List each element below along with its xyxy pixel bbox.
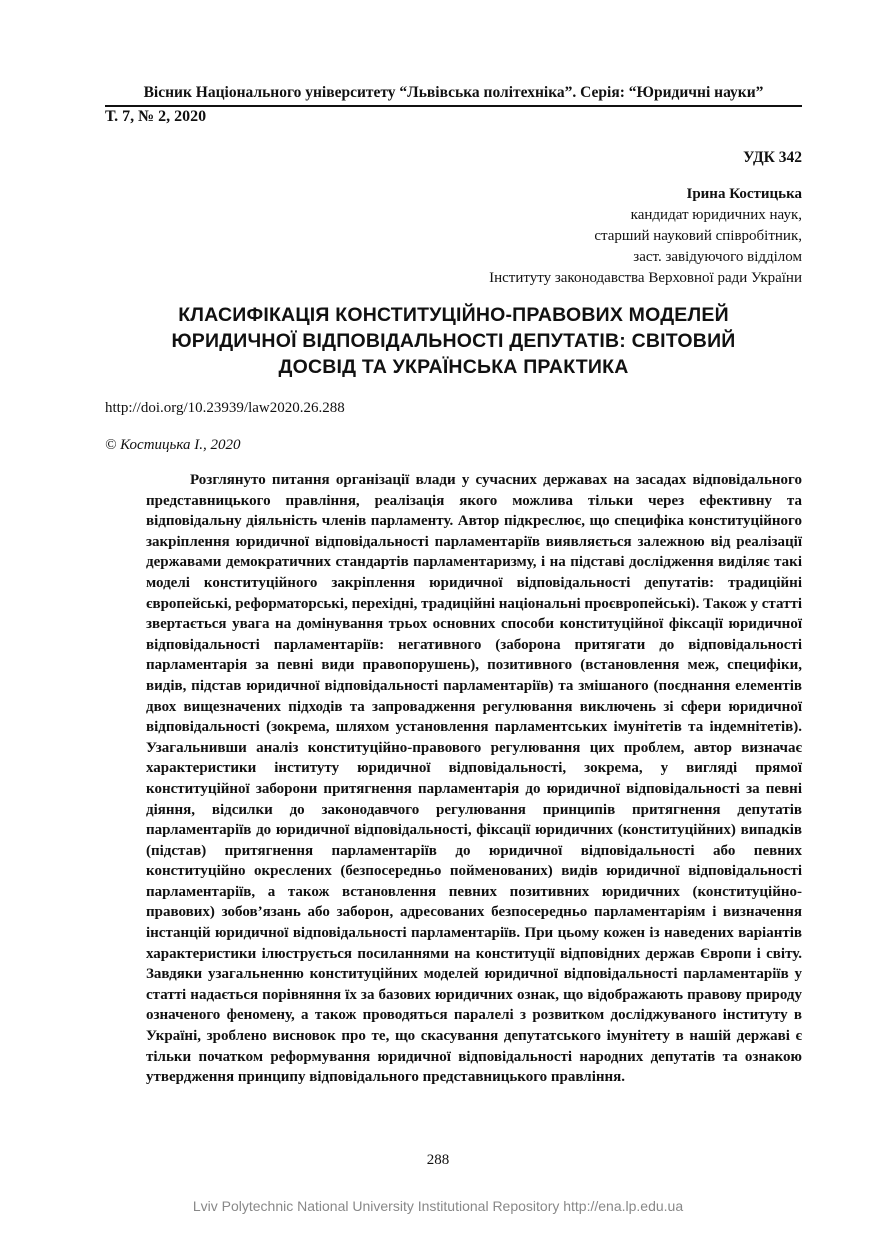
volume-issue: Т. 7, № 2, 2020 (105, 108, 207, 125)
doi-link[interactable]: http://doi.org/10.23939/law2020.26.288 (105, 400, 345, 416)
author-affiliation-line: заст. завідуючого відділом (633, 249, 802, 265)
page-number: 288 (426, 1152, 450, 1168)
journal-header: Вісник Національного університету “Львівська політехніка”. Серія: “Юридичні науки” (105, 84, 802, 107)
title-line: ЮРИДИЧНОЇ ВІДПОВІДАЛЬНОСТІ ДЕПУТАТІВ: СВІТОВИЙ (171, 330, 736, 352)
article-title (105, 302, 802, 380)
abstract-text: Розглянуто питання організації влади у сучасних державах на засадах відповідального представницького правління, реалізація якого можлива тільки через ефективну та відповідальну діяльність членів парламенту. Автор підкреслює, що специфіка конституційного закріплення юридичної відповідальності парламентаріїв виявляється залежною від реалізації державами демократичних стандартів парламентаризму, і на підставі дослідження виділяє такі моделі конституційного закріплення юридичної відповідальності депутатів: традиційні європейські, реформаторські, перехідні, традиційні національні проєвропейські). Також у статті звертається увага на домінування трьох основних способи конституційної фіксації юридичної відповідальності парламентаріїв: негативного (заборона притягати до відповідальності парламентарія за певні види правопорушень), позитивного (встановлення меж, специфіки, видів, підстав юридичної відповідальності парламентаріїв) та змішаного (поєднання елементів двох вищезначених підходів та запровадження регулювання виключень зі сфери юридичної відповідальності (зокрема, шляхом установлення парламентських імунітетів та індемнітетів). Узагальнивши аналіз конституційно-правового регулювання цих проблем, автор визначає характеристики інституту юридичної відповідальності, зокрема, у вигляді прямої конституційної заборони притягнення парламентарія до юридичної відповідальності за певні діяння, відсилки до законодавчого регулювання принципів притягнення депутатів парламентаріїв до юридичної відповідальності, фіксації юридичних (конституційних) випадків (підстав) притягнення парламентаріїв до юридичної відповідальності або певних конституційно окреслених (безпосередньо пойменованих) видів юридичної відповідальності парламентаріїв, а також встановлення певних позитивних юридичних (конституційно-правових) зобов’язань або заборон, адресованих безпосередньо парламентаріям і визначення інстанцій юридичної відповідальності парламентаріїв. При цьому кожен із наведених варіантів характеристики ілюструється посиланнями на конституції відповідних держав Європи і світу. Завдяки узагальненню конституційних моделей юридичної відповідальності парламентаріїв у статті надається порівняння їх за базових юридичних ознак, що відображають правову природу означеного феномену, а також проводяться паралелі з розвитком досліджуваного інституту в Україні, зроблено висновок про те, що скасування депутатського імунітету в нашій державі є тільки початком реформування юридичної відповідальності народних депутатів та ознакою утвердження принципу відповідального представницького правління. (146, 472, 802, 1086)
author-block (489, 184, 802, 289)
copyright-notice: © Костицька І., 2020 (105, 437, 241, 453)
title-line: ДОСВІД ТА УКРАЇНСЬКА ПРАКТИКА (278, 356, 629, 378)
author-name: Ірина Костицька (686, 186, 802, 202)
udc-code: УДК 342 (743, 149, 802, 166)
repository-footer: Lviv Polytechnic National University Institutional Repository http://ena.lp.edu.ua (192, 1198, 684, 1214)
author-affiliation-line: кандидат юридичних наук, (630, 207, 802, 223)
author-affiliation-line: старший науковий співробітник, (594, 228, 802, 244)
author-affiliation-line: Інституту законодавства Верховної ради України (489, 270, 802, 286)
title-line: КЛАСИФІКАЦІЯ КОНСТИТУЦІЙНО-ПРАВОВИХ МОДЕЛЕЙ (178, 304, 729, 326)
